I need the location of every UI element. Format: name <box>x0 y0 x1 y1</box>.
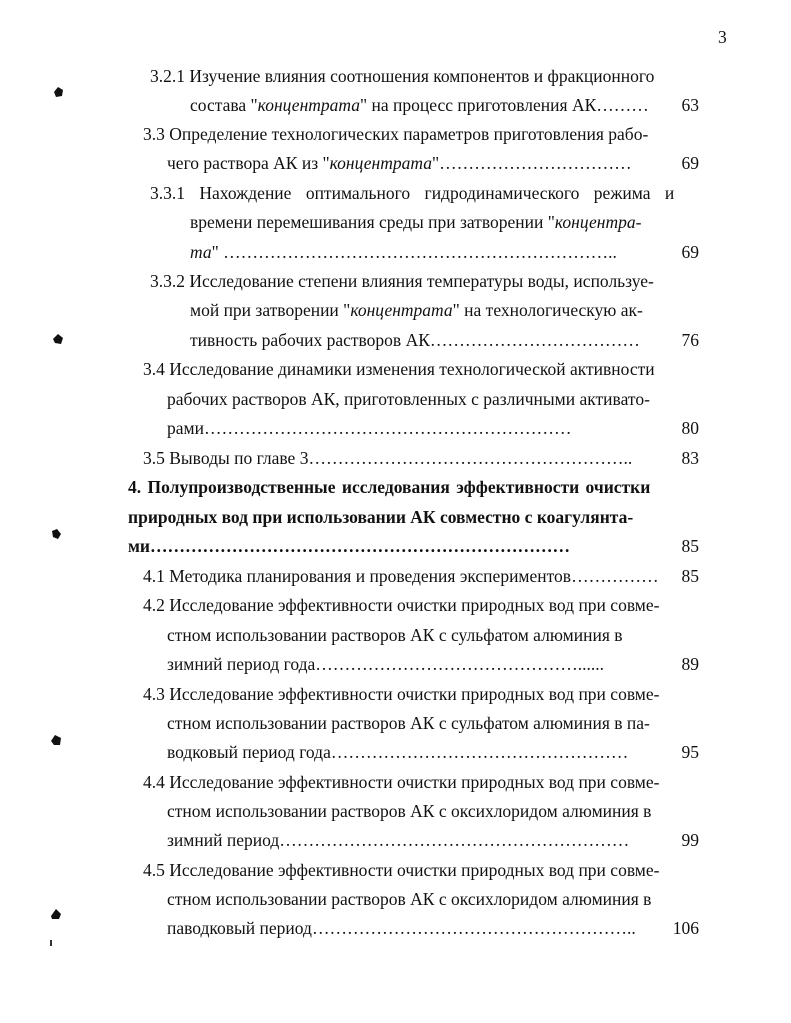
scan-speck <box>50 940 52 946</box>
toc-line: рабочих растворов АК, приготовленных с различными активато- <box>167 389 650 409</box>
toc-page-number: 89 <box>681 654 699 674</box>
page-number: 3 <box>718 27 727 47</box>
binding-hole-mark <box>50 528 62 540</box>
toc-line: 4.4 Исследование эффективности очистки природных вод при совме- <box>143 772 660 792</box>
toc-line: зимний период…………………………………………………… <box>167 830 630 850</box>
toc-chapter-line: ми……………………………………………………………… <box>128 536 571 556</box>
toc-line: состава "концентрата" на процесс приготовления АК……… <box>190 95 649 115</box>
toc-line: та" ………………………………………………………….. <box>190 242 617 262</box>
toc-line: тивность рабочих растворов АК……………………………… <box>190 330 640 350</box>
toc-chapter-line: природных вод при использовании АК совместно с коагулянта- <box>128 507 634 527</box>
toc-line: 3.3.2 Исследование степени влияния температуры воды, используе- <box>150 271 654 291</box>
toc-page-number: 85 <box>681 566 699 586</box>
toc-page-number: 85 <box>681 536 699 556</box>
toc-page-number: 69 <box>681 242 699 262</box>
toc-line: 4.1 Методика планирования и проведения экспериментов…………… <box>143 566 659 586</box>
toc-line: 4.5 Исследование эффективности очистки природных вод при совме- <box>143 860 660 880</box>
toc-page-number: 99 <box>681 830 699 850</box>
binding-hole-mark <box>50 908 62 920</box>
toc-page-number: 80 <box>681 418 699 438</box>
toc-line: 3.2.1 Изучение влияния соотношения компонентов и фракционного <box>150 66 655 86</box>
toc-line: 3.4 Исследование динамики изменения технологической активности <box>143 359 655 379</box>
toc-line: мой при затворении "концентрата" на технологическую ак- <box>190 300 643 320</box>
toc-page-number: 63 <box>681 95 699 115</box>
toc-page-number: 106 <box>672 918 699 938</box>
toc-line: стном использовании растворов АК с оксихлоридом алюминия в <box>167 889 652 909</box>
toc-line: 4.3 Исследование эффективности очистки природных вод при совме- <box>143 684 660 704</box>
toc-line: времени перемешивания среды при затворении "концентра- <box>190 212 642 232</box>
toc-line: 3.3.1 Нахождение оптимального гидродинамического режима и <box>150 183 675 203</box>
toc-line: чего раствора АК из "концентрата"…………………………… <box>167 153 632 173</box>
toc-page-number: 83 <box>681 448 699 468</box>
toc-page-number: 76 <box>681 330 699 350</box>
toc-page-number: 69 <box>681 153 699 173</box>
toc-line: стном использовании растворов АК с сульфатом алюминия в па- <box>167 713 650 733</box>
toc-chapter-line: 4. Полупроизводственные исследования эффективности очистки <box>128 477 651 497</box>
toc-line: паводковый период……………………………………………….. <box>167 918 636 938</box>
toc-line: рами……………………………………………………… <box>167 418 572 438</box>
toc-line: водковый период года…………………………………………… <box>167 742 629 762</box>
toc-line: зимний период года………………………………………...... <box>167 654 605 674</box>
toc-line: 3.3 Определение технологических параметров приготовления рабо- <box>143 124 649 144</box>
toc-line: 4.2 Исследование эффективности очистки природных вод при совме- <box>143 595 660 615</box>
toc-line: стном использовании растворов АК с оксихлоридом алюминия в <box>167 801 652 821</box>
toc-line: стном использовании растворов АК с сульфатом алюминия в <box>167 625 623 645</box>
binding-hole-mark <box>50 734 62 746</box>
binding-hole-mark <box>52 333 64 345</box>
toc-page-number: 95 <box>681 742 699 762</box>
toc-line: 3.5 Выводы по главе 3……………………………………………….. <box>143 448 633 468</box>
binding-hole-mark <box>52 86 64 98</box>
